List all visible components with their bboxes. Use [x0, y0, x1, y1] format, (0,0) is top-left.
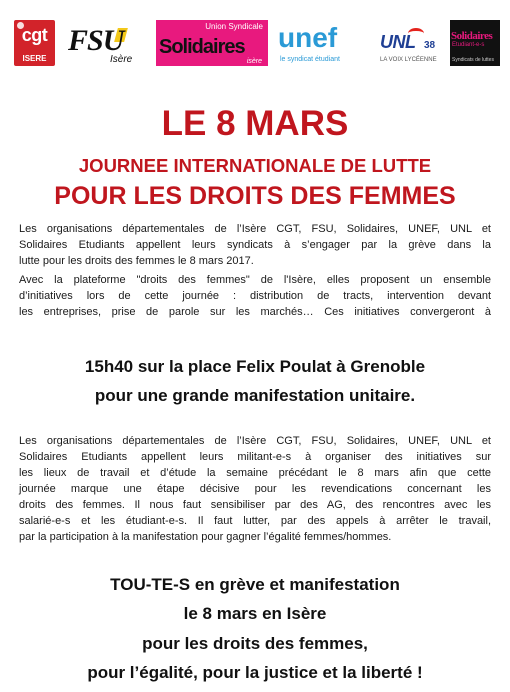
- closing-line2: le 8 mars en Isère: [183, 604, 327, 623]
- paragraph-line: journée marque une étape décisive pour les revendications concernant les: [19, 483, 491, 495]
- paragraph-call-to-strike: [19, 221, 491, 269]
- unef-logo-text: unef: [278, 22, 338, 53]
- paragraph-line: par la participation à la manifestation pour gagner l’égalité femmes/hommes.: [19, 531, 392, 543]
- paragraph-line: droits des femmes. Il nous faut sensibiliser par des AG, des rencontres avec les: [19, 499, 491, 511]
- cgt-logo-subtext: ISERE: [22, 54, 47, 63]
- paragraph-line: salarié-e-s et les étudiant-e-s. Il faut lutter, par des appels à arrêter le travail,: [19, 515, 491, 527]
- cgt-logo: [14, 20, 55, 66]
- solidaires-logo: [156, 20, 268, 66]
- paragraph-line: les lieux de travail et d’étude la semaine précédant le 8 mars afin que cette: [19, 467, 491, 479]
- paragraph-line: d’initiatives lors de cette journée : distribution de tracts, intervention devant: [19, 290, 491, 302]
- subtitle-line1: JOURNEE INTERNATIONALE DE LUTTE: [78, 155, 432, 176]
- solidaires-etudiants-logo: [450, 20, 500, 66]
- solidaires-logo-top: Union Syndicale: [205, 22, 263, 31]
- logo-banner: [14, 20, 500, 68]
- paragraph-line: Solidaires Etudiants appellent leurs militant-e-s à organiser des initiatives sur: [19, 451, 491, 463]
- closing-line3: pour les droits des femmes,: [142, 634, 368, 653]
- paragraph-line: lutte pour les droits des femmes le 8 mars 2017.: [19, 255, 254, 267]
- rally-location: 15h40 sur la place Felix Poulat à Grenoble: [84, 357, 426, 376]
- unl-logo-text: UNL: [380, 32, 416, 52]
- rally-description: pour une grande manifestation unitaire.: [94, 386, 416, 405]
- unl-logo-number: 38: [424, 40, 436, 51]
- unl-logo: [380, 20, 442, 66]
- paragraph-line: Les organisations départementales de l’Isère CGT, FSU, Solidaires, UNEF, UNL et: [19, 435, 491, 447]
- paragraph-initiatives: [19, 272, 491, 320]
- unef-logo-subtext: le syndicat étudiant: [280, 56, 340, 63]
- paragraph-line: Les organisations départementales de l’Isère CGT, FSU, Solidaires, UNEF, UNL et: [19, 223, 491, 235]
- fsu-logo: [68, 20, 144, 66]
- unl-logo-subtext: LA VOIX LYCÉENNE: [380, 57, 437, 63]
- closing-line1: TOU-TE-S en grève et manifestation: [110, 575, 400, 594]
- paragraph-line: les entreprises, prise de parole sur les marchés… Ces initiatives convergeront à: [19, 306, 491, 318]
- cgt-logo-text: cgt: [21, 25, 48, 45]
- paragraph-line: Solidaires Etudiants appellent leurs syndicats à s’engager par la grève dans la: [19, 239, 491, 251]
- solidaires-logo-text: Solidaires: [159, 36, 245, 58]
- date-heading: LE 8 MARS: [161, 104, 349, 143]
- paragraph-line: Avec la plateforme "droits des femmes" de l'Isère, elles proposent un ensemble: [19, 274, 491, 286]
- fsu-logo-subtext: Isère: [110, 54, 133, 65]
- solidaires-etudiants-logo-text: Solidaires: [451, 30, 493, 42]
- unef-logo: [278, 20, 368, 66]
- paragraph-mobilisation: [19, 433, 491, 545]
- closing-line4: pour l’égalité, pour la justice et la liberté !: [87, 663, 423, 682]
- solidaires-etudiants-logo-tagline: Syndicats de luttes: [452, 57, 494, 63]
- subtitle-line2: POUR LES DROITS DES FEMMES: [54, 182, 456, 210]
- fsu-logo-text: FSU: [68, 24, 124, 57]
- solidaires-etudiants-logo-subtext: Etudiant-e-s: [452, 42, 485, 48]
- solidaires-logo-bottom: isère: [246, 58, 262, 65]
